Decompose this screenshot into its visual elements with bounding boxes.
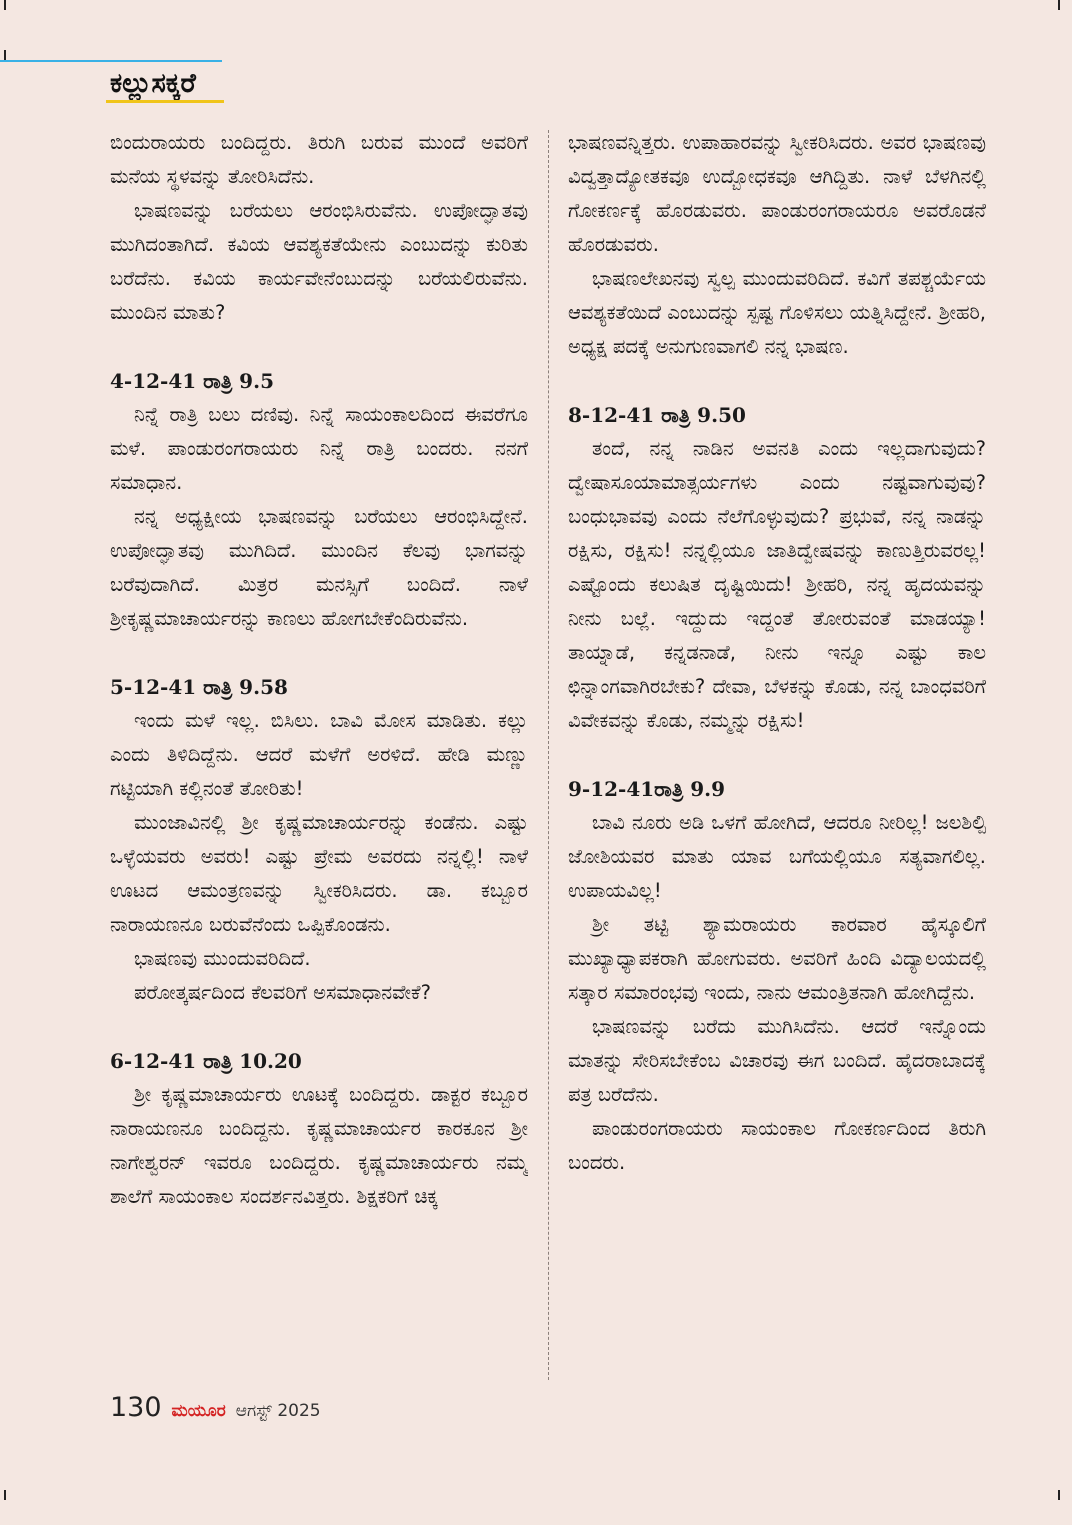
- crop-mark-top-right: [1058, 0, 1060, 10]
- header-rule: [0, 60, 222, 62]
- diary-paragraph: ಮುಂಜಾವಿನಲ್ಲಿ ಶ್ರೀ ಕೃಷ್ಣಮಾಚಾರ್ಯರನ್ನು ಕಂಡೆನು. ಎಷ್ಟು ಒಳ್ಳೆಯವರು ಅವರು! ಎಷ್ಟು ಪ್ರೇಮ ಅವರದು ನನ್ನಲ್ಲಿ! ನಾಳೆ ಊಟದ ಆಮಂತ್ರಣವನ್ನು ಸ್ವೀಕರಿಸಿದರು. ಡಾ. ಕಬ್ಬೂರ ನಾರಾಯಣನೂ ಬರುವೆನೆಂದು ಒಪ್ಪಿಕೊಂಡನು.: [110, 811, 528, 936]
- diary-paragraph: ಭಾಷಣವನ್ನು ಬರೆಯಲು ಆರಂಭಿಸಿರುವೆನು. ಉಪೋದ್ಘಾತವು ಮುಗಿದಂತಾಗಿದೆ. ಕವಿಯ ಆವಶ್ಯಕತೆಯೇನು ಎಂಬುದನ್ನು ಕುರಿತು ಬರೆದೆನು. ಕವಿಯ ಕಾರ್ಯವೇನೆಂಬುದನ್ನು ಬರೆಯಲಿರುವೆನು. ಮುಂದಿನ ಮಾತು?: [110, 199, 528, 324]
- crop-mark-bottom-left: [4, 1490, 6, 1500]
- diary-paragraph: ಭಾಷಣವನ್ನು ಬರೆದು ಮುಗಿಸಿದೆನು. ಆದರೆ ಇನ್ನೊಂದು ಮಾತನ್ನು ಸೇರಿಸಬೇಕೆಂಬ ವಿಚಾರವು ಈಗ ಬಂದಿದೆ. ಹೈದರಾಬಾದಕ್ಕೆ ಪತ್ರ ಬರೆದೆನು.: [568, 1015, 986, 1106]
- diary-entry-date: 4-12-41 ರಾತ್ರಿ 9.5: [110, 369, 274, 393]
- issue-date: ಆಗಸ್ಟ್ 2025: [235, 1401, 321, 1421]
- diary-paragraph: ಶ್ರೀ ತಟ್ಟಿ ಶ್ಯಾಮರಾಯರು ಕಾರವಾರ ಹೈಸ್ಕೂಲಿಗೆ ಮುಖ್ಯಾಧ್ಯಾಪಕರಾಗಿ ಹೋಗುವರು. ಅವರಿಗೆ ಹಿಂದಿ ವಿದ್ಯಾಲಯದಲ್ಲಿ ಸತ್ಕಾರ ಸಮಾರಂಭವು ಇಂದು, ನಾನು ಆಮಂತ್ರಿತನಾಗಿ ಹೋಗಿದ್ದೆನು.: [568, 913, 986, 1004]
- diary-paragraph: ಬಿಂದುರಾಯರು ಬಂದಿದ್ದರು. ತಿರುಗಿ ಬರುವ ಮುಂದೆ ಅವರಿಗೆ ಮನೆಯ ಸ್ಥಳವನ್ನು ತೋರಿಸಿದೆನು.: [110, 131, 528, 188]
- page-footer: [110, 1392, 321, 1428]
- diary-paragraph: ಶ್ರೀ ಕೃಷ್ಣಮಾಚಾರ್ಯರು ಊಟಕ್ಕೆ ಬಂದಿದ್ದರು. ಡಾಕ್ಟರ ಕಬ್ಬೂರ ನಾರಾಯಣನೂ ಬಂದಿದ್ದನು. ಕೃಷ್ಣಮಾಚಾರ್ಯರ ಕಾರಕೂನ ಶ್ರೀ ನಾಗೇಶ್ವರನ್ ಇವರೂ ಬಂದಿದ್ದರು. ಕೃಷ್ಣಮಾಚಾರ್ಯರು ನಮ್ಮ ಶಾಲೆಗೆ ಸಾಯಂಕಾಲ ಸಂದರ್ಶನವಿತ್ತರು. ಶಿಕ್ಷಕರಿಗೆ ಚಿಕ್ಕ: [110, 1083, 528, 1208]
- crop-mark-top-left: [4, 0, 6, 10]
- diary-paragraph: ಭಾಷಣವು ಮುಂದುವರಿದಿದೆ.: [134, 947, 311, 970]
- diary-paragraph: ಬಾವಿ ನೂರು ಅಡಿ ಒಳಗೆ ಹೋಗಿದೆ, ಆದರೂ ನೀರಿಲ್ಲ! ಜಲಶಿಲ್ಪಿ ಜೋಶಿಯವರ ಮಾತು ಯಾವ ಬಗೆಯಲ್ಲಿಯೂ ಸತ್ಯವಾಗಲಿಲ್ಲ. ಉಪಾಯವಿಲ್ಲ!: [568, 811, 986, 902]
- magazine-logo: ಮಯೂರ: [171, 1401, 226, 1421]
- diary-entry-date: 6-12-41 ರಾತ್ರಿ 10.20: [110, 1049, 302, 1073]
- diary-paragraph: ನನ್ನ ಅಧ್ಯಕ್ಷೀಯ ಭಾಷಣವನ್ನು ಬರೆಯಲು ಆರಂಭಿಸಿದ್ದೇನೆ. ಉಪೋದ್ಘಾತವು ಮುಗಿದಿದೆ. ಮುಂದಿನ ಕೆಲವು ಭಾಗವನ್ನು ಬರೆವುದಾಗಿದೆ. ಮಿತ್ರರ ಮನಸ್ಸಿಗೆ ಬಂದಿದೆ. ನಾಳೆ ಶ್ರೀಕೃಷ್ಣಮಾಚಾರ್ಯರನ್ನು ಕಾಣಲು ಹೋಗಬೇಕೆಂದಿರುವೆನು.: [110, 505, 528, 630]
- column-divider: [548, 130, 549, 1380]
- diary-paragraph: ಪಾಂಡುರಂಗರಾಯರು ಸಾಯಂಕಾಲ ಗೋಕರ್ಣದಿಂದ ತಿರುಗಿ ಬಂದರು.: [568, 1117, 986, 1174]
- diary-paragraph: ಭಾಷಣವನ್ನಿತ್ತರು. ಉಪಾಹಾರವನ್ನು ಸ್ವೀಕರಿಸಿದರು. ಅವರ ಭಾಷಣವು ವಿದ್ವತ್ತಾದ್ಯೋತಕವೂ ಉದ್ಬೋಧಕವೂ ಆಗಿದ್ದಿತು. ನಾಳೆ ಬೆಳಗಿನಲ್ಲಿ ಗೋಕರ್ಣಕ್ಕೆ ಹೊರಡುವರು. ಪಾಂಡುರಂಗರಾಯರೂ ಅವರೊಡನೆ ಹೊರಡುವರು.: [568, 131, 986, 256]
- section-title: ಕಲ್ಲುಸಕ್ಕರೆ: [110, 68, 196, 99]
- right-column: [568, 126, 986, 1386]
- diary-paragraph: ಇಂದು ಮಳೆ ಇಲ್ಲ. ಬಿಸಿಲು. ಬಾವಿ ಮೋಸ ಮಾಡಿತು. ಕಲ್ಲು ಎಂದು ತಿಳಿದಿದ್ದೆನು. ಆದರೆ ಮಳೆಗೆ ಅರಳಿದೆ. ಹೇಡಿ ಮಣ್ಣು ಗಟ್ಟಿಯಾಗಿ ಕಲ್ಲಿನಂತೆ ತೋರಿತು!: [110, 709, 528, 800]
- diary-entry-date: 9-12-41ರಾತ್ರಿ 9.9: [568, 777, 726, 801]
- left-column: [110, 126, 528, 1386]
- diary-paragraph: ಭಾಷಣಲೇಖನವು ಸ್ವಲ್ಪ ಮುಂದುವರಿದಿದೆ. ಕವಿಗೆ ತಪಶ್ಚರ್ಯೆಯ ಆವಶ್ಯಕತೆಯಿದೆ ಎಂಬುದನ್ನು ಸ್ಪಷ್ಟ ಗೊಳಿಸಲು ಯತ್ನಿಸಿದ್ದೇನೆ. ಶ್ರೀಹರಿ, ಅಧ್ಯಕ್ಷ ಪದಕ್ಕೆ ಅನುಗುಣವಾಗಲಿ ನನ್ನ ಭಾಷಣ.: [568, 267, 986, 358]
- diary-entry-date: 8-12-41 ರಾತ್ರಿ 9.50: [568, 403, 746, 427]
- diary-paragraph: ಪರೋತ್ಕರ್ಷದಿಂದ ಕೆಲವರಿಗೆ ಅಸಮಾಧಾನವೇಕೆ?: [134, 981, 431, 1004]
- crop-mark-top-left-h: [4, 50, 6, 60]
- diary-paragraph: ತಂದೆ, ನನ್ನ ನಾಡಿನ ಅವನತಿ ಎಂದು ಇಲ್ಲದಾಗುವುದು? ದ್ವೇಷಾಸೂಯಾಮಾತ್ಸರ್ಯಗಳು ಎಂದು ನಷ್ಟವಾಗುವುವು? ಬಂಧುಭಾವವು ಎಂದು ನೆಲೆಗೊಳ್ಳುವುದು? ಪ್ರಭುವೆ, ನನ್ನ ನಾಡನ್ನು ರಕ್ಷಿಸು, ರಕ್ಷಿಸು! ನನ್ನಲ್ಲಿಯೂ ಜಾತಿದ್ವೇಷವನ್ನು ಕಾಣುತ್ತಿರುವರಲ್ಲ! ಎಷ್ಟೊಂದು ಕಲುಷಿತ ದೃಷ್ಟಿಯಿದು! ಶ್ರೀಹರಿ, ನನ್ನ ಹೃದಯವನ್ನು ನೀನು ಬಲ್ಲೆ. ಇದ್ದುದು ಇದ್ದಂತೆ ತೋರುವಂತೆ ಮಾಡಯ್ಯಾ! ತಾಯ್ನಾಡೆ, ಕನ್ನಡನಾಡೆ, ನೀನು ಇನ್ನೂ ಎಷ್ಟು ಕಾಲ ಛಿನ್ನಾಂಗವಾಗಿರಬೇಕು? ದೇವಾ, ಬೆಳಕನ್ನು ಕೊಡು, ನನ್ನ ಬಾಂಧವರಿಗೆ ವಿವೇಕವನ್ನು ಕೊಡು, ನಮ್ಮನ್ನು ರಕ್ಷಿಸು!: [568, 437, 986, 732]
- crop-mark-bottom-right: [1058, 1490, 1060, 1500]
- diary-entry-date: 5-12-41 ರಾತ್ರಿ 9.58: [110, 675, 288, 699]
- page-number: 130: [110, 1392, 162, 1423]
- section-title-underline: [106, 100, 224, 103]
- diary-paragraph: ನಿನ್ನೆ ರಾತ್ರಿ ಬಲು ದಣಿವು. ನಿನ್ನೆ ಸಾಯಂಕಾಲದಿಂದ ಈವರೆಗೂ ಮಳೆ. ಪಾಂಡುರಂಗರಾಯರು ನಿನ್ನೆ ರಾತ್ರಿ ಬಂದರು. ನನಗೆ ಸಮಾಧಾನ.: [110, 403, 528, 494]
